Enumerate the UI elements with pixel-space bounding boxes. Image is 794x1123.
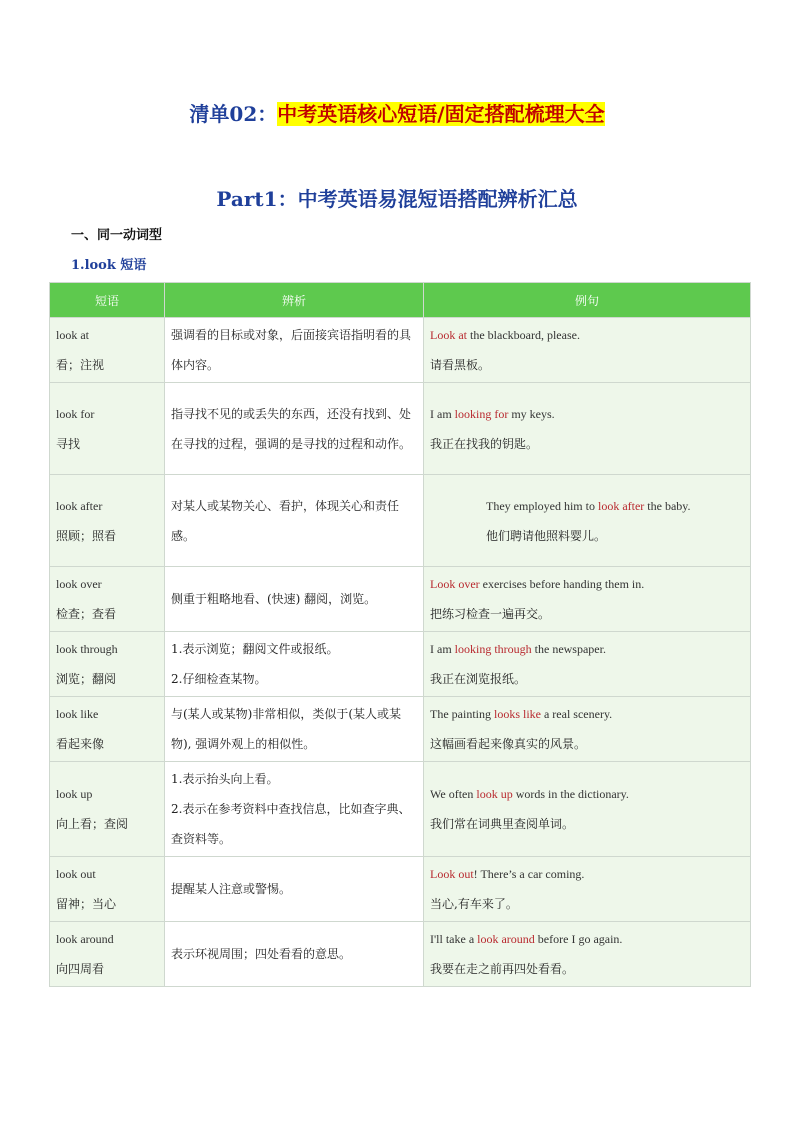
part-title: Part1：中考英语易混短语搭配辨析汇总 bbox=[216, 187, 578, 211]
phrase-text: look at bbox=[56, 328, 89, 342]
section-heading: 一、同一动词型 bbox=[71, 228, 163, 243]
title-prefix: 清单02： bbox=[189, 102, 278, 126]
analysis-text: 侧重于粗略地看、(快速) 翻阅，浏览。 bbox=[171, 592, 377, 606]
example-cn: 我要在走之前再四处看看。 bbox=[430, 962, 575, 976]
header-example: 例句 bbox=[424, 283, 751, 318]
example-pre: The painting bbox=[430, 707, 494, 721]
table-row bbox=[50, 475, 751, 567]
phrase-cell bbox=[50, 383, 165, 475]
example-cell bbox=[424, 567, 751, 632]
table-row bbox=[50, 567, 751, 632]
table-row bbox=[50, 697, 751, 762]
example-pre: They employed him to bbox=[486, 498, 598, 513]
example-post: a real scenery. bbox=[540, 707, 613, 721]
analysis-cell bbox=[165, 697, 424, 762]
analysis-cell bbox=[165, 762, 424, 857]
document-title bbox=[0, 99, 794, 129]
example-highlight: look after bbox=[597, 498, 645, 513]
table-row bbox=[50, 922, 751, 987]
phrase-cell bbox=[50, 475, 165, 567]
analysis-line: 2.仔细检查某物。 bbox=[171, 672, 267, 686]
example-highlight: Look over bbox=[430, 577, 480, 591]
example-cn: 当心,有车来了。 bbox=[430, 897, 518, 911]
example-cell bbox=[424, 632, 751, 697]
example-en bbox=[430, 699, 744, 729]
example-post: words in the dictionary. bbox=[512, 787, 629, 801]
phrase-cell bbox=[50, 697, 165, 762]
example-cn: 他们聘请他照料婴儿。 bbox=[486, 528, 607, 543]
phrase-meaning: 向上看；查阅 bbox=[56, 817, 129, 831]
phrase-text: look over bbox=[56, 577, 102, 591]
analysis-cell bbox=[165, 632, 424, 697]
example-highlight: Look out bbox=[430, 867, 474, 881]
example-en bbox=[430, 399, 744, 429]
analysis-cell bbox=[165, 318, 424, 383]
example-pre: I am bbox=[430, 642, 455, 656]
example-cn: 我正在浏览报纸。 bbox=[430, 672, 527, 686]
analysis-cell bbox=[165, 383, 424, 475]
look-phrases-table bbox=[49, 282, 751, 987]
example-cn: 把练习检查一遍再交。 bbox=[430, 607, 551, 621]
phrase-text: look up bbox=[56, 787, 93, 801]
analysis-text: 指寻找不见的或丢失的东西，还没有找到、处在寻找的过程，强调的是寻找的过程和动作。 bbox=[171, 406, 412, 451]
example-cell bbox=[424, 318, 751, 383]
example-cell bbox=[424, 697, 751, 762]
analysis-cell bbox=[165, 857, 424, 922]
example-en bbox=[430, 859, 744, 889]
example-highlight: look up bbox=[476, 787, 513, 801]
table-row bbox=[50, 762, 751, 857]
example-en bbox=[430, 491, 744, 521]
example-cn: 这幅画看起来像真实的风景。 bbox=[430, 737, 587, 751]
analysis-cell bbox=[165, 567, 424, 632]
phrase-meaning: 照顾；照看 bbox=[56, 528, 117, 543]
example-post: exercises before handing them in. bbox=[479, 577, 645, 591]
example-pre: I am bbox=[430, 406, 455, 421]
table-row bbox=[50, 857, 751, 922]
example-cell bbox=[424, 475, 751, 567]
example-cell bbox=[424, 383, 751, 475]
example-en bbox=[430, 320, 744, 350]
example-post: the blackboard, please. bbox=[467, 328, 580, 342]
phrase-cell bbox=[50, 857, 165, 922]
example-highlight: look around bbox=[477, 932, 535, 946]
phrase-cell bbox=[50, 318, 165, 383]
phrase-text: look out bbox=[56, 867, 96, 881]
example-post: before I go again. bbox=[534, 932, 623, 946]
phrase-text: look through bbox=[56, 642, 118, 656]
example-cn: 请看黑板。 bbox=[430, 358, 491, 372]
phrase-text: look for bbox=[56, 406, 95, 421]
phrase-meaning: 留神；当心 bbox=[56, 897, 117, 911]
example-cell bbox=[424, 857, 751, 922]
example-cell bbox=[424, 922, 751, 987]
example-highlight: looking for bbox=[454, 406, 509, 421]
example-post: the baby. bbox=[644, 498, 691, 513]
table-header-row bbox=[50, 283, 751, 318]
phrase-cell bbox=[50, 762, 165, 857]
analysis-cell bbox=[165, 475, 424, 567]
example-post: ! There’s a car coming. bbox=[473, 867, 585, 881]
example-en bbox=[430, 924, 744, 954]
phrase-meaning: 看起来像 bbox=[56, 737, 105, 751]
example-cell bbox=[424, 762, 751, 857]
example-en bbox=[430, 569, 744, 599]
analysis-text: 提醒某人注意或警惕。 bbox=[171, 882, 292, 896]
table-row bbox=[50, 318, 751, 383]
table-row bbox=[50, 383, 751, 475]
analysis-text: 与(某人或某物)非常相似，类似于(某人或某物), 强调外观上的相似性。 bbox=[171, 707, 402, 751]
example-cn: 我们常在词典里查阅单词。 bbox=[430, 817, 575, 831]
subsection-heading: 1.look 短语 bbox=[71, 258, 147, 273]
header-analysis: 辨析 bbox=[165, 283, 424, 318]
example-en bbox=[430, 779, 744, 809]
analysis-text: 对某人或某物关心、看护，体现关心和责任感。 bbox=[171, 498, 400, 543]
example-highlight: Look at bbox=[430, 328, 467, 342]
example-en bbox=[430, 634, 744, 664]
example-highlight: looking through bbox=[454, 642, 532, 656]
phrase-meaning: 寻找 bbox=[56, 436, 81, 451]
example-pre: I'll take a bbox=[430, 932, 478, 946]
phrase-meaning: 检查；查看 bbox=[56, 607, 117, 621]
phrase-cell bbox=[50, 632, 165, 697]
phrase-text: look after bbox=[56, 498, 103, 513]
phrase-meaning: 看；注视 bbox=[56, 358, 105, 372]
analysis-line: 1.表示浏览；翻阅文件或报纸。 bbox=[171, 642, 339, 656]
analysis-text: 强调看的目标或对象，后面接宾语指明看的具体内容。 bbox=[171, 328, 412, 372]
phrase-cell bbox=[50, 567, 165, 632]
phrase-cell bbox=[50, 922, 165, 987]
header-phrase: 短语 bbox=[50, 283, 165, 318]
phrase-meaning: 浏览；翻阅 bbox=[56, 672, 117, 686]
example-post: the newspaper. bbox=[531, 642, 606, 656]
analysis-line: 1.表示抬头向上看。 bbox=[171, 772, 279, 786]
example-cn: 我正在找我的钥匙。 bbox=[430, 436, 539, 451]
analysis-text: 表示环视周围；四处看看的意思。 bbox=[171, 947, 352, 961]
table-row bbox=[50, 632, 751, 697]
example-highlight: looks like bbox=[493, 707, 541, 721]
phrase-meaning: 向四周看 bbox=[56, 962, 105, 976]
example-pre: We often bbox=[430, 787, 477, 801]
analysis-line: 2.表示在参考资料中查找信息，比如查字典、查资料等。 bbox=[171, 802, 411, 846]
phrase-text: look around bbox=[56, 932, 114, 946]
example-post: my keys. bbox=[508, 406, 555, 421]
title-highlight: 中考英语核心短语/固定搭配梳理大全 bbox=[277, 102, 605, 126]
analysis-cell bbox=[165, 922, 424, 987]
phrase-text: look like bbox=[56, 707, 99, 721]
